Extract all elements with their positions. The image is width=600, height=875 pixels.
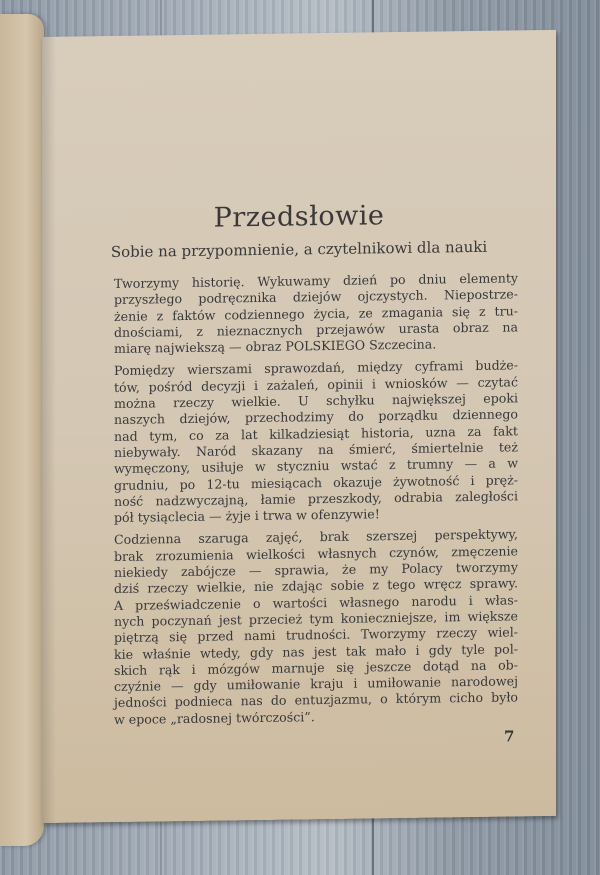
text-line: brak zrozumienia wielkości własnych czynów, zmęczenie [114,543,518,564]
text-line: skich rąk i mózgów marnuje się jeszcze dotąd na ob- [114,657,518,678]
text-line: nych poczynań jest przecież tym konieczniejsze, im większe [114,608,518,629]
text-line: kie właśnie wtedy, gdy nas jest tak mało i gdy tyle pol- [114,640,518,662]
gutter-shadow [42,37,56,823]
text-line: dziś rzeczy wielkie, nie zdając sobie z tego wręcz sprawy. [114,575,518,597]
text-line: dnościami, z nieznacznych przejawów urasta obraz na [114,319,518,340]
text-line: przyszłego podręcznika dziejów ojczystych. Niepostrze- [114,286,518,308]
text-line: A przeświadczenie o wartości własnego narodu i włas- [114,591,518,613]
paragraph-3 [96,527,518,728]
page-subtitle: Sobie na przypomnienie, a czytelnikowi dla nauki [110,237,488,262]
facing-page-edge [0,14,44,846]
text-line: nad tym, co za lat kilkadziesiąt historia, uzna za fakt [114,423,518,444]
text-line: jedności podnieca nas do entuzjazmu, o którym cicho było [114,689,518,711]
text-line: miarę najwiekszą — obraz POLSKIEGO Szczecina. [114,336,437,357]
book-page [42,30,556,823]
text-line: tów, pośród decyzji i zażaleń, opinii i wniosków — czytać [114,374,518,395]
text-line: niekiedy zabójcze — sprawia, że my Polacy tworzymy [114,559,518,581]
text-line: czyźnie — gdy umiłowanie kraju i umiłowanie narodowej [114,673,518,695]
body-text [96,270,518,734]
text-line: grudniu, po 12-tu miesiącach okazuje żywotność i pręż- [114,471,518,493]
text-line: piętrzą się przed nami trudności. Tworzymy rzeczy wiel- [114,624,518,646]
page-title: Przedsłowie [213,200,385,234]
text-line: Codzienna szaruga zajęć, brak szerszej perspektywy, [114,526,518,548]
text-line: wymęczony, usiłuje w styczniu wstać z trumny — a w [114,455,518,477]
text-line: ność nadzwyczajną, łamie przeszkody, odrabia zaległości [114,488,518,509]
text-line: Tworzymy historię. Wykuwamy dzień po dniu elementy [114,270,518,291]
paragraph-2 [96,358,518,527]
page-number: 7 [504,727,515,746]
text-line: w epoce „radosnej twórczości”. [114,708,315,727]
paragraph-1 [96,270,518,357]
text-line: można rzeczy wielkie. U schyłku największej epoki [114,390,518,412]
text-line: pół tysiąclecia — żyje i trwa w ofenzywie! [114,506,380,526]
text-line: żenie z faktów codziennego życia, ze zmagania się z tru- [114,302,518,324]
text-line: naszych dziejów, przechodzimy do porządku dziennego [114,406,518,428]
text-line: niebywały. Naród skazany na śmierć, śmiertelnie też [114,439,518,460]
text-line: Pomiędzy wierszami sprawozdań, między cyframi budże- [114,357,518,379]
